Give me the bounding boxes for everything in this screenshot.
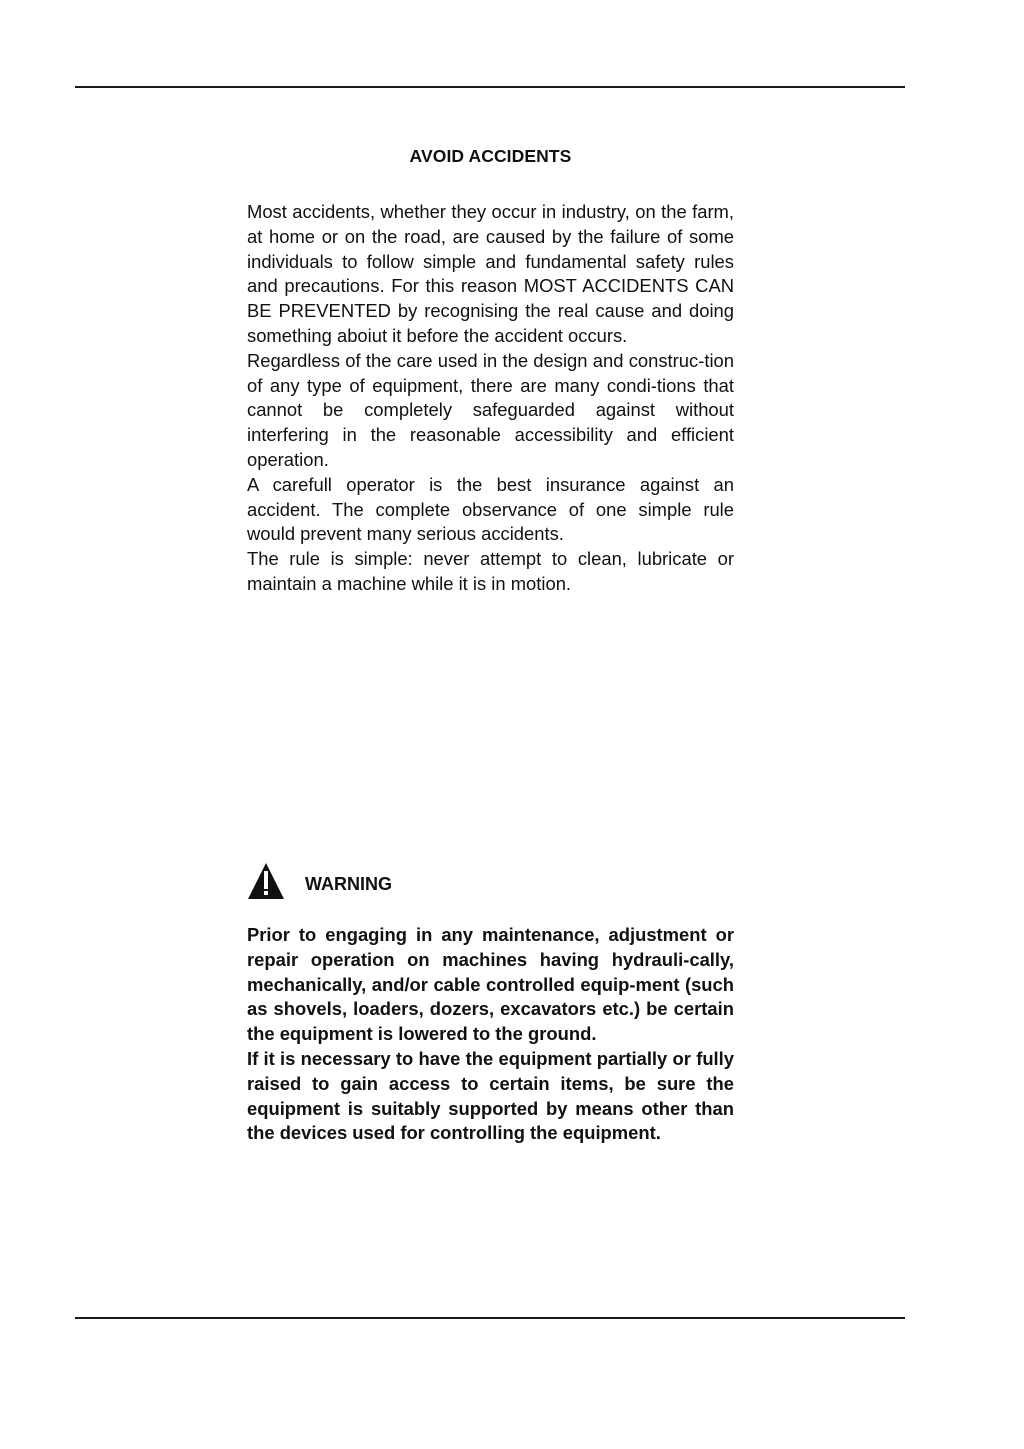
paragraph: Most accidents, whether they occur in industry, on the farm, at home or on the road, are caused by the failure of some individuals to follow simple and fundamental safety rules and precautions. For this reason MOST ACCIDENTS CAN BE PREVENTED by recognising the real cause and doing something aboiut it before the accident occurs. bbox=[247, 201, 734, 346]
warning-heading bbox=[247, 862, 392, 900]
page-title: AVOID ACCIDENTS bbox=[409, 146, 572, 166]
warning-text bbox=[247, 923, 734, 1146]
warning-label: WARNING bbox=[305, 873, 392, 894]
warning-paragraph: If it is necessary to have the equipment partially or fully raised to gain access to certain items, be sure the equipment is suitably supported by means other than the devices used for controlling the equipment. bbox=[247, 1047, 734, 1144]
header-rule bbox=[75, 86, 905, 88]
paragraph: The rule is simple: never attempt to clean, lubricate or maintain a machine while it is in motion. bbox=[247, 548, 734, 594]
warning-paragraph: Prior to engaging in any maintenance, adjustment or repair operation on machines having hydrauli-cally, mechanically, and/or cable controlled equip-ment (such as shovels, loaders, dozers, excavators etc.) be certain the equipment is lowered to the ground. bbox=[247, 924, 734, 1045]
paragraph: Regardless of the care used in the design and construc-tion of any type of equipment, there are many condi-tions that cannot be completely safeguarded against without interfering in the reasonable accessibility and efficient operation. bbox=[247, 349, 734, 470]
footer-rule bbox=[75, 1317, 905, 1319]
body-text bbox=[247, 200, 734, 597]
warning-triangle-icon bbox=[247, 862, 285, 900]
paragraph: A carefull operator is the best insurance against an accident. The complete observance of one simple rule would prevent many serious accidents. bbox=[247, 473, 734, 545]
